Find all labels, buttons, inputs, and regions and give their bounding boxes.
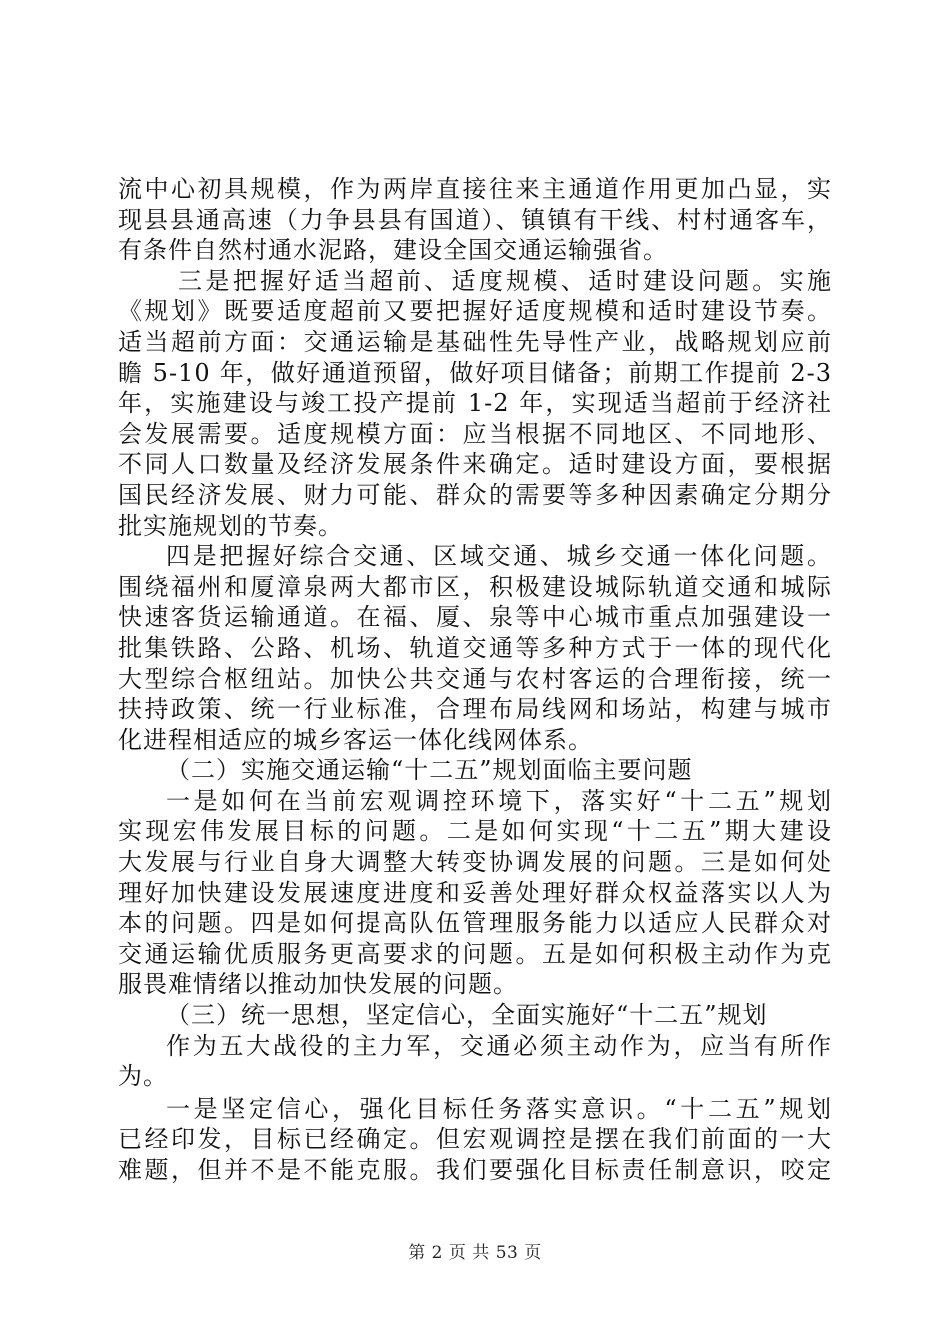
text-line: 流中心初具规模，作为两岸直接往来主通道作用更加凸显，实	[118, 175, 832, 203]
text-line: 化进程相适应的城乡客运一体化线网体系。	[118, 725, 593, 754]
body-text	[118, 174, 832, 1186]
section-heading: （三）统一思想，坚定信心，全面实施好“十二五”规划	[166, 1001, 768, 1030]
text-line: 本的问题。四是如何提高队伍管理服务能力以适应人民群众对	[118, 909, 832, 938]
text-line: 围绕福州和厦漳泉两大都市区，积极建设城际轨道交通和城际	[118, 572, 832, 601]
text-line: 难题，但并不是不能克服。我们要强化目标责任制意识，咬定	[118, 1156, 832, 1184]
paragraph-start: 作为五大战役的主力军，交通必须主动作为，应当有所作	[166, 1031, 832, 1060]
text-line: 有条件自然村通水泥路，建设全国交通运输强省。	[118, 236, 668, 265]
text-line: 为。	[118, 1062, 168, 1091]
text-line: 会发展需要。适度规模方面：应当根据不同地区、不同地形、	[118, 419, 832, 448]
text-line: 交通运输优质服务更高要求的问题。五是如何积极主动作为克	[118, 939, 832, 968]
text-line: 大发展与行业自身大调整大转变协调发展的问题。三是如何处	[118, 848, 832, 877]
text-line: 年，实施建设与竣工投产提前 1-2 年，实现适当超前于经济社	[118, 389, 832, 418]
paragraph-start: 四是把握好综合交通、区域交通、城乡交通一体化问题。	[166, 542, 832, 571]
text-line: 批实施规划的节奏。	[118, 511, 343, 540]
text-line: 服畏难情绪以推动加快发展的问题。	[118, 970, 518, 999]
text-line: 实现宏伟发展目标的问题。二是如何实现“十二五”期大建设	[118, 817, 832, 846]
paragraph-start: 一是坚定信心，强化目标任务落实意识。“十二五”规划	[166, 1094, 832, 1123]
text-line: 《规划》既要适度超前又要把握好适度规模和适时建设节奏。	[118, 297, 832, 326]
paragraph-start: 三是把握好适当超前、适度规模、适时建设问题。实施	[178, 266, 832, 295]
section-heading: （二）实施交通运输“十二五”规划面临主要问题	[166, 756, 693, 785]
text-line: 大型综合枢纽站。加快公共交通与农村客运的合理衔接，统一	[118, 664, 832, 693]
text-line: 瞻 5-10 年，做好通道预留，做好项目储备；前期工作提前 2-3	[118, 358, 832, 387]
paragraph-start: 一是如何在当前宏观调控环境下，落实好“十二五”规划	[166, 786, 832, 815]
text-line: 已经印发，目标已经确定。但宏观调控是摆在我们前面的一大	[118, 1125, 832, 1154]
text-line: 理好加快建设发展速度进度和妥善处理好群众权益落实以人为	[118, 878, 832, 907]
text-line: 快速客货运输通道。在福、厦、泉等中心城市重点加强建设一	[118, 603, 832, 632]
text-line: 国民经济发展、财力可能、群众的需要等多种因素确定分期分	[118, 480, 832, 509]
text-line: 扶持政策、统一行业标准，合理布局线网和场站，构建与城市	[118, 695, 832, 724]
text-line: 批集铁路、公路、机场、轨道交通等多种方式于一体的现代化	[118, 633, 832, 662]
page-number-footer: 第 2 页 共 53 页	[408, 1243, 542, 1263]
text-line: 不同人口数量及经济发展条件来确定。适时建设方面，要根据	[118, 450, 832, 479]
text-line: 现县县通高速（力争县县有国道）、镇镇有干线、村村通客车，	[118, 205, 832, 234]
text-line: 适当超前方面：交通运输是基础性先导性产业，战略规划应前	[118, 327, 832, 356]
